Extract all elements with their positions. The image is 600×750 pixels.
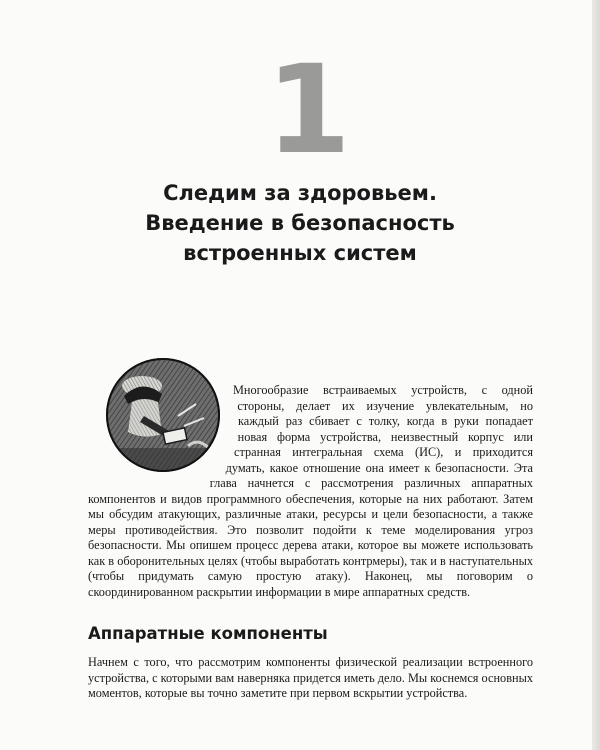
illustration-wrap-space (88, 383, 238, 491)
page-edge-shadow (592, 0, 600, 750)
intro-paragraph: Многообразие встраиваемых устройств, с одной стороны, делает их изучение увлекательным, но каждый раз сбивает с толку, когда в руки попадает новая форма устройства, неизвестный корпус или странная интегральная схема (ИС), и приходится думать, какое отношение она имеет к безопасности. Эта глава начнется с рассмотрения различных аппаратных компонентов и видов программного обеспечения, которые на них работают. Затем мы обсудим атакующих, различные атаки, ресурсы и цели безопасности, а также меры противодействия. Это позволит подойти к теме моделирования угроз безопасности. Мы опишем процесс дерева атаки, которое вы можете использовать как в оборонительных целях (чтобы выработать контрмеры), так и в наступательных (чтобы придумать самую простую атаку). Наконец, мы поговорим о скоординированном раскрытии информации в мире аппаратных средств. (88, 383, 533, 599)
chapter-title-line: встроенных систем (183, 241, 417, 265)
section-paragraph: Начнем с того, что рассмотрим компоненты физической реализации встроенного устройства, с которыми вам наверняка придется иметь дело. Мы коснемся основных моментов, которые вы точно заметите при первом вскрытии устройства. (88, 655, 533, 700)
chapter-title (120, 178, 480, 268)
chapter-title-line: Введение в безопасность (145, 211, 455, 235)
section-heading: Аппаратные компоненты (88, 624, 328, 643)
chapter-title-line: Следим за здоровьем. (163, 181, 437, 205)
intro-text-block (88, 383, 533, 600)
chapter-number: 1 (266, 39, 347, 181)
